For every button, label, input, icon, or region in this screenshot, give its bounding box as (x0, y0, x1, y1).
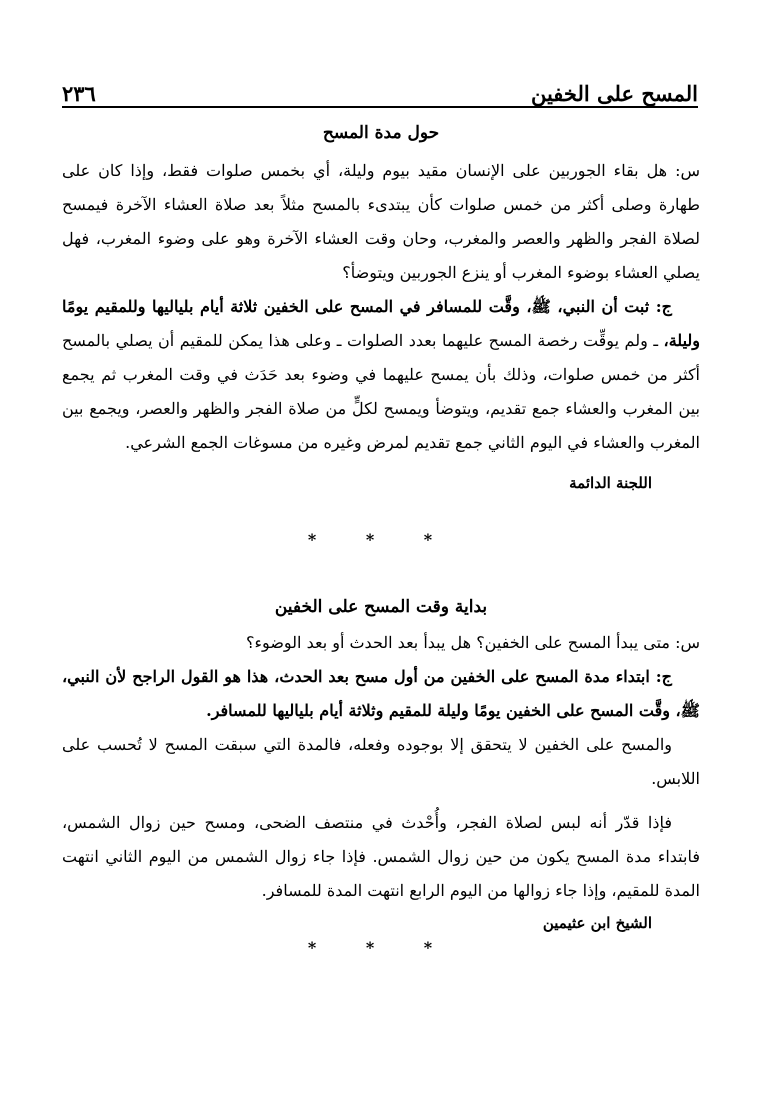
page-header (62, 68, 698, 106)
running-title: المسح على الخفين (530, 81, 698, 106)
page-number: ٢٣٦ (62, 81, 96, 106)
header-rule (62, 106, 698, 108)
section-2-question: س: متى يبدأ المسح على الخفين؟ هل يبدأ بعد الحدث أو بعد الوضوء؟ (246, 633, 700, 652)
section-2-title: بداية وقت المسح على الخفين (274, 597, 488, 617)
separator-stars-1: * * * (307, 530, 455, 549)
section-2-paragraph-3: فإذا قدّر أنه لبس لصلاة الفجر، وأُحْدث في منتصف الضحى، ومسح حين زوال الشمس، فابتداء مدة المسح يكون من حين زوال الشمس. فإذا جاء زوال الشمس من اليوم الثاني انتهت المدة للمقيم، وإذا جاء زوالها من اليوم الرابع انتهت المدة للمسافر. (62, 813, 700, 900)
section-1-signature: اللجنة الدائمة (569, 474, 652, 492)
section-1-question: س: هل بقاء الجوربين على الإنسان مقيد بيوم وليلة، أي بخمس صلوات فقط، وإذا كان على طهارة وصلى أكثر من خمس صلوات كأن يبتدىء بالمسح مثلاً بعد صلاة العشاء الآخرة فيمسح لصلاة الفجر والظهر والعصر والمغرب، وحان وقت العشاء الآخرة وهو على وضوء المغرب، فهل يصلي العشاء بوضوء المغرب أو ينزع الجوربين ويتوضأ؟ (62, 161, 701, 282)
section-1-title: حول مدة المسح (322, 123, 440, 143)
section-1-answer-body: ـ ولم يوقِّت رخصة المسح عليهما بعدد الصلوات ـ وعلى هذا يمكن للمقيم أن يصلي بالمسح أكثر من خمس صلوات، وذلك بأن يمسح عليهما في وضوء بعد حَدَث في وقت المغرب ثم يجمع بين المغرب والعشاء جمع تقديم، ويتوضأ ويمسح لكلٍّ من صلاة الفجر والظهر والعصر، ويجمع بين المغرب والعشاء في اليوم الثاني جمع تقديم لمرض وغيره من مسوغات الجمع الشرعي. (62, 331, 700, 452)
section-2 (62, 590, 700, 938)
section-2-signature: الشيخ ابن عثيمين (542, 914, 652, 932)
section-1 (62, 116, 700, 498)
section-2-paragraph-2: والمسح على الخفين لا يتحقق إلا بوجوده وفعله، فالمدة التي سبقت المسح لا تُحسب على اللابس. (62, 735, 700, 788)
section-1-answer-lead: ج: ثبت أن النبي، ﷺ، وقَّت للمسافر في المسح على الخفين ثلاثة أيام بلياليها وللمقيم يومًا وليلة، (62, 297, 700, 350)
separator-stars-2: * * * (307, 938, 455, 957)
section-2-answer: ج: ابتداء مدة المسح على الخفين من أول مسح بعد الحدث، هذا هو القول الراجح لأن النبي، ﷺ، وقَّت المسح على الخفين يومًا وليلة للمقيم وثلاثة أيام بلياليها للمسافر. (62, 667, 700, 720)
section-1-answer (62, 290, 700, 460)
